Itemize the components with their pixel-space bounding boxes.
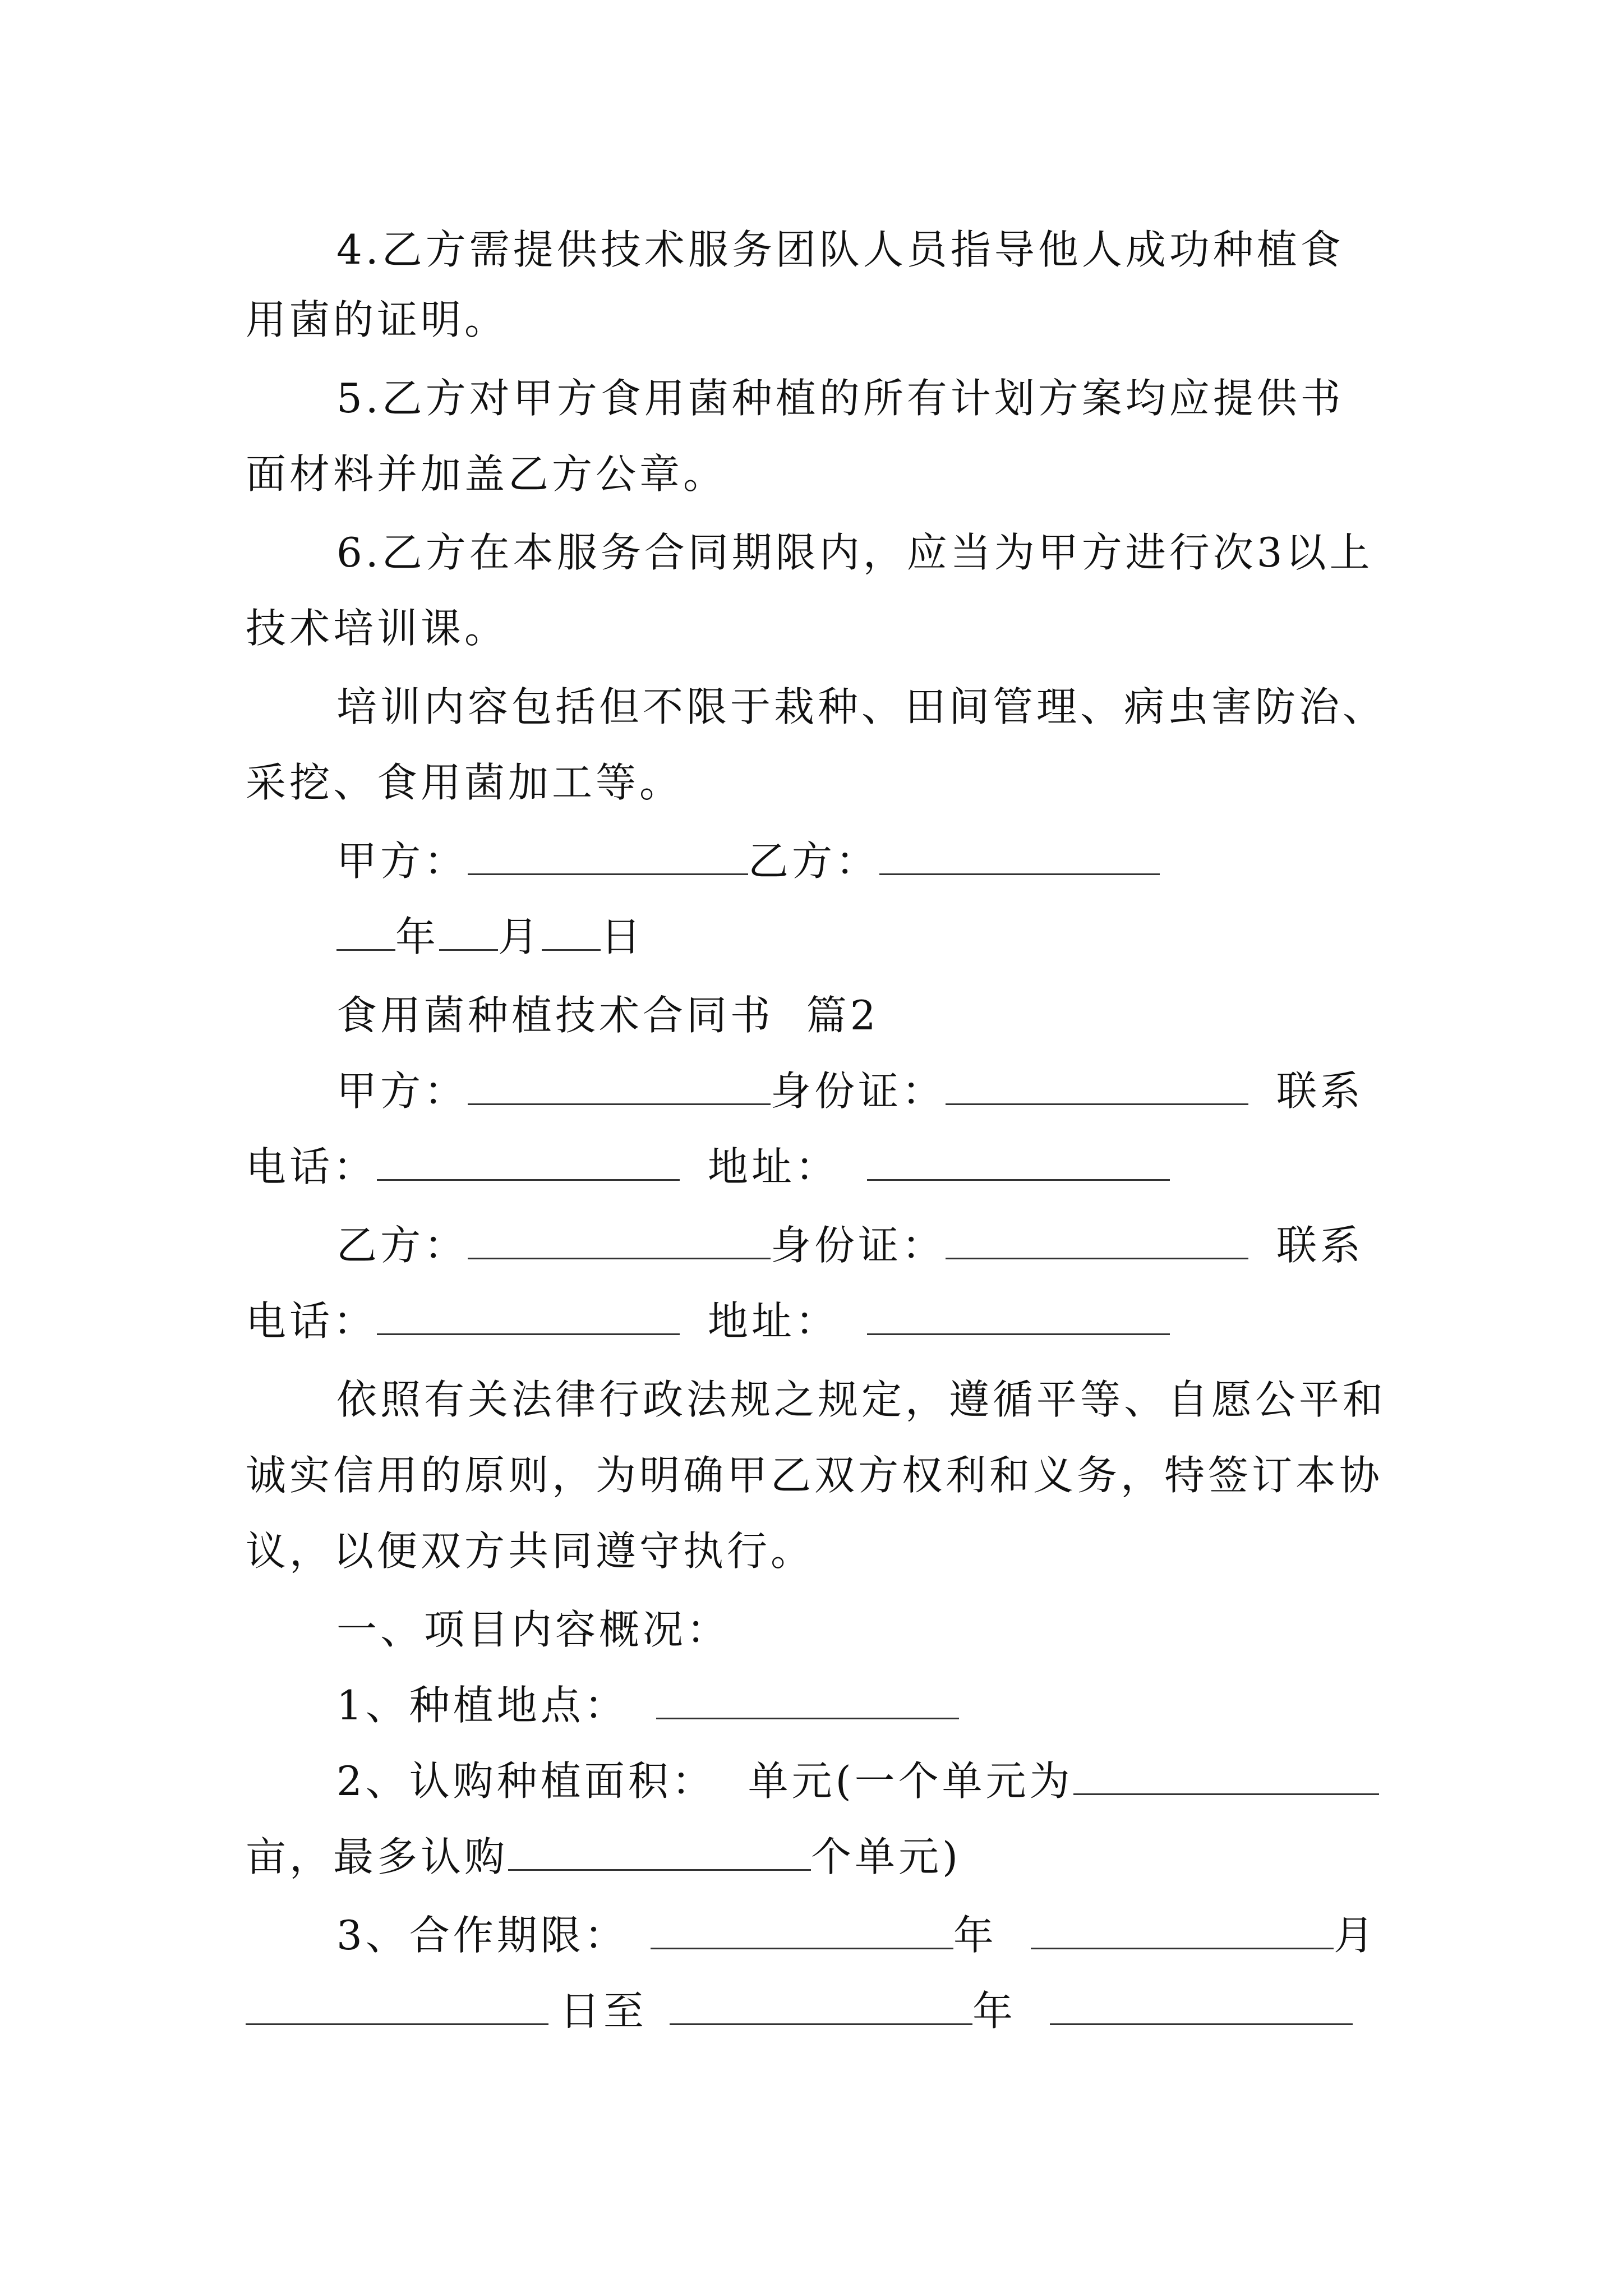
end-month-blank xyxy=(1050,1989,1353,2025)
month-label: 月 xyxy=(1333,1912,1377,1959)
start-day-blank xyxy=(246,1989,548,2025)
training-line1: 培训内容包括但不限于栽种、田间管理、病虫害防治、 xyxy=(336,683,1387,730)
location-blank xyxy=(656,1683,959,1719)
section-2-title: 食用菌种植技术合同书 篇2 xyxy=(336,992,879,1039)
item-2-line2 xyxy=(246,1829,961,1885)
clause-6-line1: 6.乙方在本服务合同期限内，应当为甲方进行次3以上 xyxy=(336,529,1373,576)
units-label: 个单元) xyxy=(811,1833,962,1880)
id-label: 身份证： xyxy=(771,1222,946,1269)
preamble-line2: 诚实信用的原则，为明确甲乙双方权利和义务，特签订本协 xyxy=(246,1452,1384,1499)
month-blank xyxy=(439,914,498,951)
item-3-line1 xyxy=(336,1907,1377,1963)
party-b-blank xyxy=(879,839,1160,875)
party-b-info-line2 xyxy=(246,1293,1170,1349)
unit-size-blank xyxy=(1073,1759,1379,1795)
phone-label: 电话： xyxy=(246,1143,377,1190)
start-month-blank xyxy=(1031,1913,1334,1949)
year-label: 年 xyxy=(972,1987,1017,2035)
address-label: 地址： xyxy=(708,1143,840,1190)
year-label: 年 xyxy=(953,1912,997,1959)
party-b-address-blank xyxy=(867,1299,1170,1335)
party-a-info-line1 xyxy=(336,1063,1364,1119)
preamble-line3: 议，以便双方共同遵守执行。 xyxy=(246,1527,815,1575)
party-b-name-blank xyxy=(468,1223,771,1259)
party-b-phone-blank xyxy=(377,1299,680,1335)
item-1-location xyxy=(336,1677,959,1733)
date-line xyxy=(336,909,644,965)
contact-label: 联系 xyxy=(1276,1222,1364,1269)
year-blank xyxy=(336,914,395,951)
end-year-blank xyxy=(670,1989,972,2025)
address-label: 地址： xyxy=(708,1297,840,1345)
month-label: 月 xyxy=(498,913,542,960)
party-b-info-line1 xyxy=(336,1217,1364,1273)
year-label: 年 xyxy=(395,913,440,960)
clause-5-line2: 面材料并加盖乙方公章。 xyxy=(246,450,727,498)
day-blank xyxy=(542,914,601,951)
item-2-line1 xyxy=(336,1753,1379,1809)
clause-6-line2: 技术培训课。 xyxy=(246,605,509,652)
party-a-info-line2 xyxy=(246,1139,1170,1195)
party-a-address-blank xyxy=(867,1144,1170,1181)
heading-project-overview: 一、项目内容概况： xyxy=(336,1606,731,1653)
max-units-blank xyxy=(508,1834,811,1871)
phone-label: 电话： xyxy=(246,1297,377,1345)
item-1-label: 1、种植地点： xyxy=(336,1682,628,1729)
party-a-label: 甲方： xyxy=(336,838,468,885)
max-subscribe-label: 亩，最多认购 xyxy=(246,1833,509,1880)
signature-line xyxy=(336,833,1160,889)
party-b-label: 乙方： xyxy=(748,838,880,885)
item-3-line2 xyxy=(246,1983,1353,2039)
training-line2: 采挖、食用菌加工等。 xyxy=(246,759,684,806)
clause-4-line1: 4.乙方需提供技术服务团队人员指导他人成功种植食 xyxy=(336,226,1344,273)
id-label: 身份证： xyxy=(771,1068,946,1115)
party-b-id-blank xyxy=(946,1223,1248,1259)
item-3-label: 3、合作期限： xyxy=(336,1912,628,1959)
party-a-name-blank xyxy=(468,1069,771,1105)
item-2-label: 2、认购种植面积： 单元(一个单元为 xyxy=(336,1757,1073,1805)
party-a-id-blank xyxy=(946,1069,1248,1105)
party-a-phone-blank xyxy=(377,1144,680,1181)
contact-label: 联系 xyxy=(1276,1068,1364,1115)
day-label: 日 xyxy=(601,913,645,960)
party-a-label-2: 甲方： xyxy=(336,1068,468,1115)
clause-4-line2: 用菌的证明。 xyxy=(246,296,509,343)
party-b-label-2: 乙方： xyxy=(336,1222,468,1269)
start-year-blank xyxy=(651,1913,953,1949)
party-a-blank xyxy=(468,839,748,875)
day-to-label: 日至 xyxy=(560,1987,648,2035)
preamble-line1: 依照有关法律行政法规之规定，遵循平等、自愿公平和 xyxy=(336,1376,1387,1423)
clause-5-line1: 5.乙方对甲方食用菌种植的所有计划方案均应提供书 xyxy=(336,375,1344,422)
